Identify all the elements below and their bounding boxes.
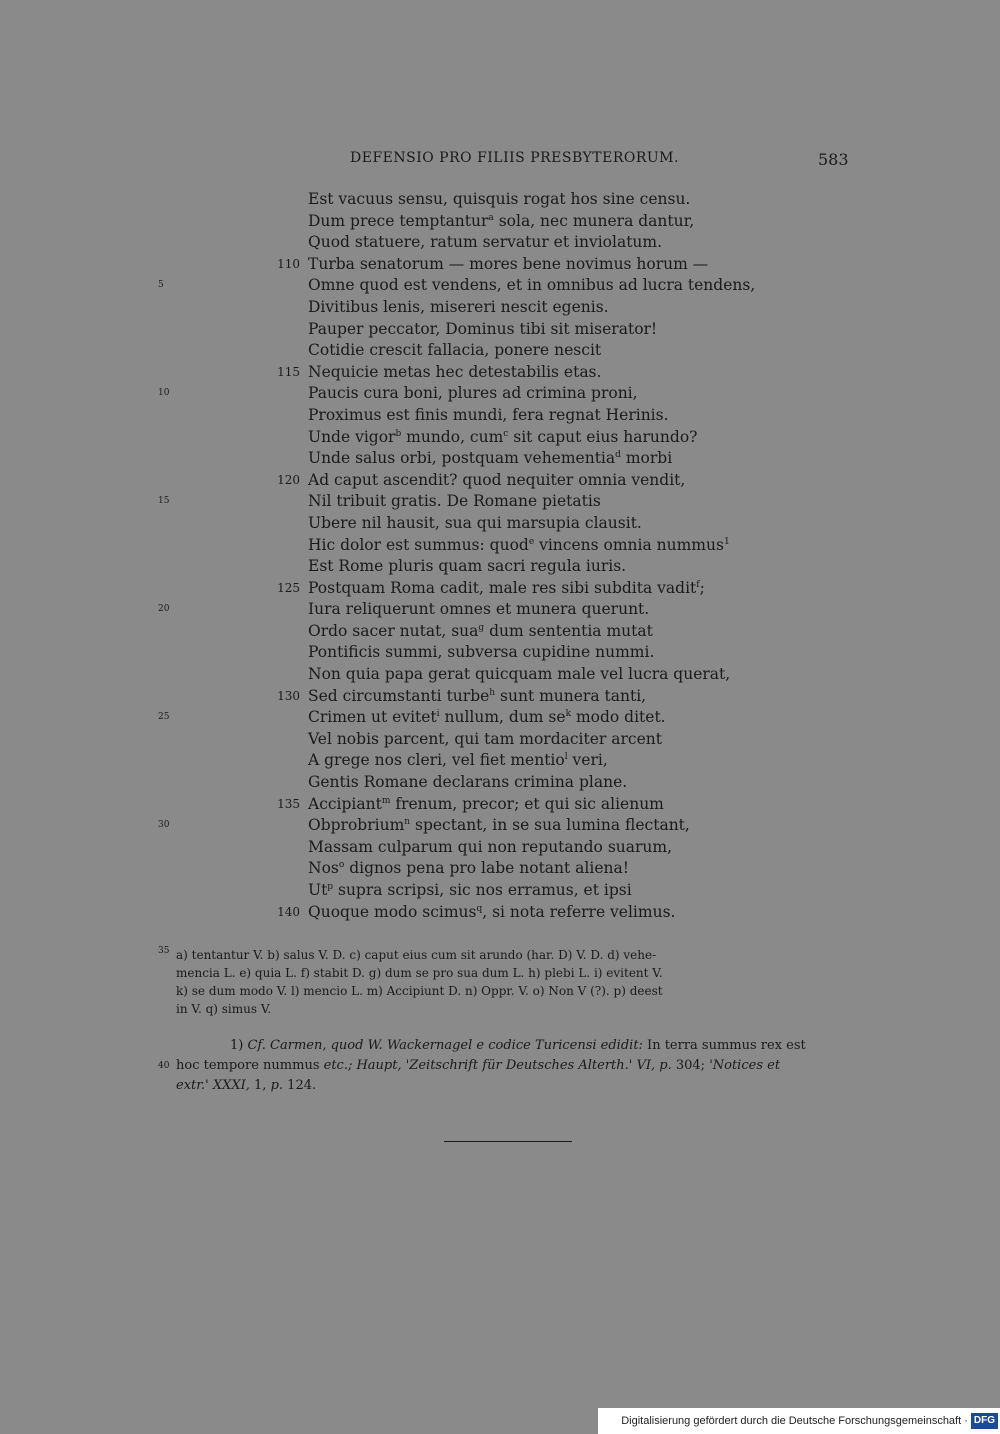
verse-line xyxy=(0,902,1000,924)
line-number: 15 xyxy=(158,496,170,507)
verse-text xyxy=(308,448,672,470)
note-text: 124. xyxy=(283,1078,317,1093)
footnote-line: mencia L. e) quia L. f) stabit D. g) dum se pro sua dum L. h) plebi L. i) evitent V. xyxy=(176,966,663,980)
note-text: hoc tempore nummus xyxy=(176,1058,324,1073)
verse-line xyxy=(0,578,1000,600)
verse-line xyxy=(0,491,1000,513)
verse-number: 135 xyxy=(277,796,300,811)
verse-text xyxy=(308,362,601,384)
verse-fragment: Est vacuus sensu, quisquis rogat hos sine censu. xyxy=(308,190,691,208)
verse-text xyxy=(308,319,657,341)
verse-fragment: Pontificis summi, subversa cupidine nummi. xyxy=(308,643,655,662)
verse-text xyxy=(308,880,632,902)
verse-fragment: Quod statuere, ratum servatur et inviolatum. xyxy=(308,233,663,252)
footnote-marker: e xyxy=(528,536,535,547)
verse-text xyxy=(308,513,642,535)
verse-text xyxy=(308,578,705,600)
line-number: 30 xyxy=(158,820,170,831)
note-text: 1, xyxy=(249,1078,271,1093)
verse-fragment: Accipiant xyxy=(308,794,382,813)
verse-line xyxy=(0,556,1000,578)
verse-number: 140 xyxy=(277,904,300,919)
verse-line xyxy=(0,599,1000,621)
verse-text xyxy=(308,750,608,772)
verse-text xyxy=(308,427,697,449)
verse-line xyxy=(0,470,1000,492)
note-text: p. xyxy=(270,1078,284,1093)
verse-fragment: sunt munera tanti, xyxy=(495,686,647,705)
note-marker: 1) xyxy=(230,1038,244,1053)
verse-text xyxy=(308,211,694,233)
footnote-marker: n xyxy=(404,817,411,828)
verse-fragment: Obprobrium xyxy=(308,816,405,835)
verse-block xyxy=(0,189,1000,923)
verse-text xyxy=(308,837,672,859)
verse-text xyxy=(308,794,664,816)
verse-fragment: Unde salus orbi, postquam vehementia xyxy=(308,449,616,468)
footnote-marker: i xyxy=(436,709,440,720)
verse-text xyxy=(308,642,654,664)
verse-line xyxy=(0,319,1000,341)
verse-text xyxy=(308,772,627,794)
verse-fragment: Divitibus lenis, misereri nescit egenis. xyxy=(308,297,609,316)
line-number: 5 xyxy=(158,280,164,291)
verse-fragment: Sed circumstanti turbe xyxy=(308,686,490,705)
verse-fragment: Turba senatorum — mores bene novimus horum — xyxy=(308,254,709,273)
verse-text xyxy=(308,556,626,578)
credit-text: Digitalisierung gefördert durch die Deutsche Forschungsgemeinschaft · xyxy=(621,1415,968,1427)
verse-line xyxy=(0,686,1000,708)
verse-fragment: Gentis Romane declarans crimina plane. xyxy=(308,773,628,792)
verse-fragment: sit caput eius harundo? xyxy=(508,427,698,446)
verse-line xyxy=(0,880,1000,902)
verse-fragment: Massam culparum qui non reputando suarum, xyxy=(308,837,673,856)
verse-fragment: Nil tribuit gratis. De Romane pietatis xyxy=(308,492,601,511)
verse-fragment: Quoque modo scimus xyxy=(308,902,477,921)
verse-fragment: Ubere nil hausit, sua qui marsupia clausit. xyxy=(308,513,642,532)
footnote-line: in V. q) simus V. xyxy=(176,1002,272,1016)
verse-number: 110 xyxy=(277,256,300,271)
verse-number: 120 xyxy=(277,472,300,487)
verse-fragment: Proximus est finis mundi, fera regnat Herinis. xyxy=(308,405,669,424)
verse-text xyxy=(308,405,669,427)
verse-fragment: Ut xyxy=(308,881,328,899)
verse-line xyxy=(0,772,1000,794)
verse-text xyxy=(308,858,629,880)
verse-fragment: Cotidie crescit fallacia, ponere nescit xyxy=(308,341,602,360)
footnote-marker: a xyxy=(488,212,494,223)
verse-number: 125 xyxy=(277,580,300,595)
verse-line xyxy=(0,211,1000,233)
verse-fragment: sola, nec munera dantur, xyxy=(493,211,695,230)
verse-text xyxy=(308,383,638,405)
variant-footnotes xyxy=(176,946,844,1018)
verse-line xyxy=(0,664,1000,686)
verse-number: 115 xyxy=(277,364,300,379)
verse-fragment: vincens omnia nummus xyxy=(534,535,724,554)
verse-fragment: dum sententia mutat xyxy=(484,621,653,640)
verse-text xyxy=(308,491,601,513)
note-text: 'Notices et xyxy=(709,1058,781,1073)
verse-text xyxy=(308,340,601,362)
verse-line xyxy=(0,642,1000,664)
verse-fragment: ; xyxy=(699,578,705,597)
verse-fragment: Pauper peccator, Dominus tibi sit miserator! xyxy=(308,319,658,338)
footnote-marker: p xyxy=(327,882,334,892)
line-number: 10 xyxy=(158,388,170,399)
footnote-marker: h xyxy=(489,687,496,698)
end-rule xyxy=(444,1141,572,1142)
verse-fragment: modo ditet. xyxy=(571,708,666,727)
verse-line xyxy=(0,405,1000,427)
note-text: In terra summus rex est xyxy=(642,1038,806,1053)
verse-fragment: Crimen ut evitet xyxy=(308,708,437,727)
verse-text xyxy=(308,599,649,621)
verse-text xyxy=(308,232,662,254)
dfg-logo: DFG xyxy=(971,1413,998,1429)
verse-text xyxy=(308,470,685,492)
verse-fragment: Paucis cura boni, plures ad crimina proni, xyxy=(308,384,638,403)
verse-text xyxy=(308,707,666,729)
verse-fragment: Nos xyxy=(308,859,339,878)
footnote-marker: o xyxy=(338,860,345,871)
verse-line xyxy=(0,707,1000,729)
verse-line xyxy=(0,621,1000,643)
verse-line xyxy=(0,448,1000,470)
verse-line xyxy=(0,340,1000,362)
line-number: 35 xyxy=(158,946,170,956)
verse-line xyxy=(0,297,1000,319)
verse-fragment: morbi xyxy=(620,449,673,468)
footnote-marker: l xyxy=(564,752,568,763)
verse-fragment: veri, xyxy=(567,751,608,770)
verse-text xyxy=(308,254,708,276)
verse-line xyxy=(0,535,1000,557)
note-text: etc.; Haupt, 'Zeitschrift für Deutsches Alterth.' VI, p. xyxy=(323,1058,672,1073)
footnote-marker: c xyxy=(503,428,509,439)
verse-line xyxy=(0,794,1000,816)
explanatory-note xyxy=(176,1036,844,1096)
verse-text xyxy=(308,535,730,557)
verse-fragment: Hic dolor est summus: quod xyxy=(308,535,529,554)
note-text: Cf. Carmen, quod W. Wackernagel e codice Turicensi edidit: xyxy=(247,1038,643,1053)
verse-text xyxy=(308,297,609,319)
digitization-credit xyxy=(598,1408,1000,1434)
footnote-marker: k xyxy=(565,709,572,720)
line-number: 40 xyxy=(158,1061,170,1071)
verse-fragment: Ad caput ascendit? quod nequiter omnia vendit, xyxy=(308,470,686,489)
verse-text xyxy=(308,815,690,837)
verse-line xyxy=(0,513,1000,535)
note-text: 304; xyxy=(671,1058,710,1073)
verse-text xyxy=(308,902,675,924)
verse-fragment: Ordo sacer nutat, sua xyxy=(308,621,479,640)
verse-fragment: Nequicie metas hec detestabilis etas. xyxy=(308,362,602,381)
verse-fragment: spectant, in se sua lumina flectant, xyxy=(410,816,690,835)
verse-fragment: Unde vigor xyxy=(308,427,396,446)
running-title: DEFENSIO PRO FILIIS PRESBYTERORUM. xyxy=(350,150,679,166)
note-text: extr.' XXXI, xyxy=(176,1078,250,1093)
verse-fragment: frenum, precor; et qui sic alienum xyxy=(390,794,664,813)
page-number: 583 xyxy=(818,150,849,169)
verse-text xyxy=(308,275,755,297)
footnote-marker: m xyxy=(381,795,391,806)
verse-line xyxy=(0,427,1000,449)
verse-line xyxy=(0,383,1000,405)
verse-fragment: supra scripsi, sic nos erramus, et ipsi xyxy=(333,881,632,899)
verse-fragment: Non quia papa gerat quicquam male vel lucra querat, xyxy=(308,665,731,684)
verse-line xyxy=(0,750,1000,772)
verse-line xyxy=(0,729,1000,751)
verse-fragment: Est Rome pluris quam sacri regula iuris. xyxy=(308,557,627,576)
footnote-marker: q xyxy=(476,903,483,914)
footnote-marker: f xyxy=(696,579,700,590)
verse-fragment: Postquam Roma cadit, male res sibi subdita vadit xyxy=(308,578,697,597)
verse-fragment: Vel nobis parcent, qui tam mordaciter arcent xyxy=(308,729,662,748)
verse-fragment: dignos pena pro labe notant aliena! xyxy=(344,859,629,878)
verse-fragment: , si nota referre velimus. xyxy=(482,902,676,921)
footnote-marker: g xyxy=(478,622,485,633)
footnote-line: k) se dum modo V. l) mencio L. m) Accipiunt D. n) Oppr. V. o) Non V (?). p) deest xyxy=(176,984,663,998)
verse-text xyxy=(308,686,646,708)
verse-line xyxy=(0,362,1000,384)
verse-fragment: mundo, cum xyxy=(401,427,504,446)
verse-line xyxy=(0,189,1000,211)
verse-line xyxy=(0,275,1000,297)
verse-text xyxy=(308,189,690,211)
verse-line xyxy=(0,815,1000,837)
verse-text xyxy=(308,729,662,751)
line-number: 25 xyxy=(158,712,170,723)
verse-text xyxy=(308,621,653,643)
verse-text xyxy=(308,664,730,686)
line-number: 20 xyxy=(158,604,170,615)
verse-fragment: nullum, dum se xyxy=(439,708,566,727)
verse-line xyxy=(0,837,1000,859)
verse-line xyxy=(0,858,1000,880)
verse-number: 130 xyxy=(277,688,300,703)
footnote-line: a) tentantur V. b) salus V. D. c) caput eius cum sit arundo (har. D) V. D. d) vehe- xyxy=(176,948,657,962)
verse-line xyxy=(0,232,1000,254)
footnote-marker: 1 xyxy=(723,536,730,547)
footnote-marker: b xyxy=(395,428,402,439)
verse-fragment: A grege nos cleri, vel fiet mentio xyxy=(308,751,565,770)
verse-fragment: Dum prece temptantur xyxy=(308,211,489,230)
footnote-marker: d xyxy=(615,450,621,461)
verse-fragment: Iura reliquerunt omnes et munera querunt. xyxy=(308,600,650,619)
verse-fragment: Omne quod est vendens, et in omnibus ad lucra tendens, xyxy=(308,276,756,295)
verse-line xyxy=(0,254,1000,276)
